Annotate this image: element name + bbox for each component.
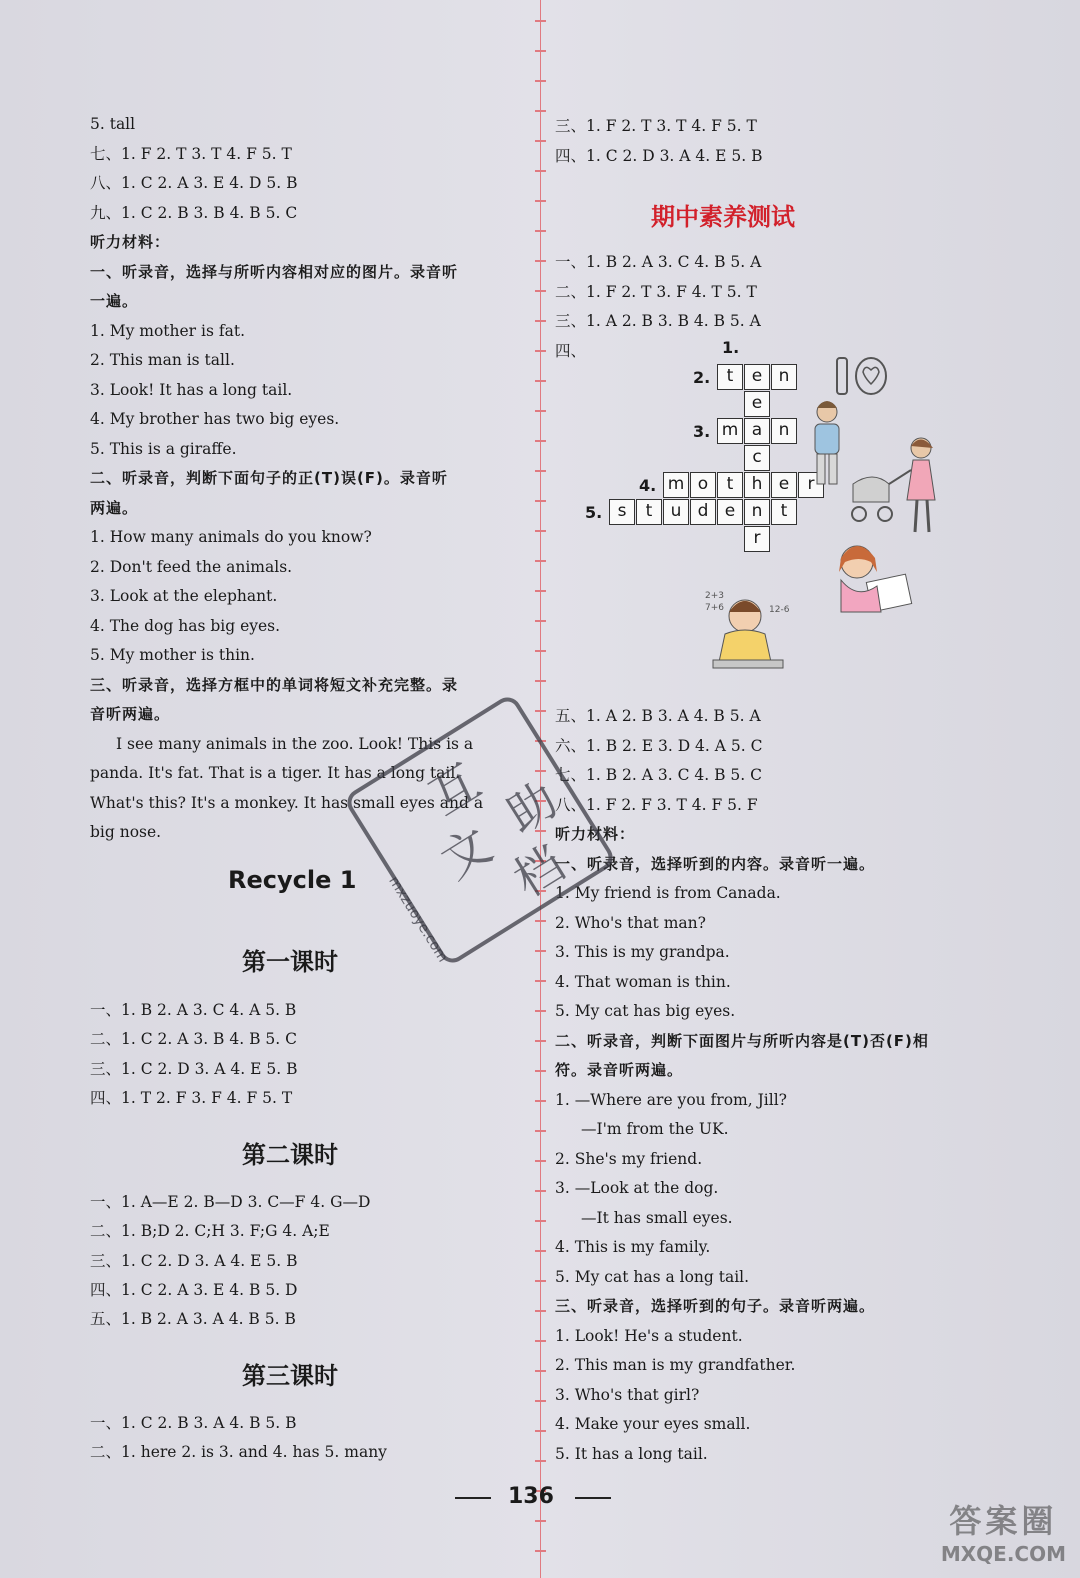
divider-tick xyxy=(535,1460,546,1462)
mid_b-line: 1. Look! He's a student. xyxy=(555,1326,743,1345)
divider-tick xyxy=(535,1220,546,1222)
left-line: 两遍。 xyxy=(90,498,139,517)
left-line: 2. This man is tall. xyxy=(90,351,235,369)
divider-tick xyxy=(535,1010,546,1012)
mid_b-line: 1. —Where are you from, Jill? xyxy=(555,1090,787,1109)
mid_b-line: 三、听录音，选择听到的句子。录音听两遍。 xyxy=(555,1297,876,1315)
crossword-cell: t xyxy=(717,364,743,390)
left-line: 一、听录音，选择与所听内容相对应的图片。录音听 xyxy=(90,262,459,281)
divider-tick xyxy=(535,650,546,652)
crossword-cell: o xyxy=(690,472,716,498)
divider-tick xyxy=(535,110,546,112)
divider-tick xyxy=(535,140,546,142)
crossword-cell: n xyxy=(771,364,797,390)
left-line: 七、1. F 2. T 3. T 4. F 5. T xyxy=(90,144,292,163)
watermark-logo-text: 答案圈 xyxy=(949,1502,1058,1540)
divider-tick xyxy=(535,1100,546,1102)
lesson2-line: 五、1. B 2. A 3. A 4. B 5. B xyxy=(90,1310,296,1329)
lesson2-line: 三、1. C 2. D 3. A 4. E 5. B xyxy=(90,1251,298,1270)
page-number-dash-right xyxy=(575,1497,611,1499)
stamp-url: mxzuoye.com xyxy=(385,873,451,966)
crossword-cell: e xyxy=(744,364,770,390)
lesson3-title: 第三课时 xyxy=(242,1361,338,1390)
mid_b-line: 六、1. B 2. E 3. D 4. A 5. C xyxy=(555,736,763,755)
divider-tick xyxy=(535,440,546,442)
mid_b-line: 五、1. A 2. B 3. A 4. B 5. A xyxy=(555,707,761,725)
left-line: 二、听录音，判断下面句子的正(T)误(F)。录音听 xyxy=(90,469,448,487)
mid_a-line: 三、1. A 2. B 3. B 4. B 5. A xyxy=(555,312,761,331)
left-line: 5. This is a giraffe. xyxy=(90,439,237,458)
crossword-cell: t xyxy=(636,499,662,525)
crossword-clue-number: 3. xyxy=(693,422,711,441)
divider-tick xyxy=(535,1430,546,1432)
divider-tick xyxy=(535,1310,546,1312)
mid_b-line: 3. Who's that girl? xyxy=(555,1385,700,1404)
divider-tick xyxy=(535,560,546,562)
crossword-cell: e xyxy=(717,499,743,525)
left-line: What's this? It's a monkey. It has small eyes and a xyxy=(90,793,484,812)
mid_b-line: 二、听录音，判断下面图片与所听内容是(T)否(F)相 xyxy=(555,1031,929,1050)
divider-tick xyxy=(535,710,546,712)
mid_b-line: 3. —Look at the dog. xyxy=(555,1179,719,1197)
girl-writing-picture xyxy=(827,540,917,620)
left-line: 2. Don't feed the animals. xyxy=(90,557,293,576)
left-line: 5. My mother is thin. xyxy=(90,646,255,664)
mid_b-line: 2. Who's that man? xyxy=(555,913,706,932)
left-line: 4. The dog has big eyes. xyxy=(90,616,281,635)
mid_b-line: —It has small eyes. xyxy=(581,1208,733,1227)
mid_b-line: 2. She's my friend. xyxy=(555,1149,703,1168)
divider-tick xyxy=(535,290,546,292)
divider-tick xyxy=(535,410,546,412)
divider-tick xyxy=(535,1040,546,1042)
mid_b-line: 3. This is my grandpa. xyxy=(555,943,730,961)
left-line: 一遍。 xyxy=(90,292,139,310)
mid_b-line: 七、1. B 2. A 3. C 4. B 5. C xyxy=(555,766,762,784)
right_top-line: 四、1. C 2. D 3. A 4. E 5. B xyxy=(555,147,763,165)
crossword-cell: r xyxy=(744,526,770,552)
page-number: 136 xyxy=(508,1484,554,1509)
crossword-cell: e xyxy=(771,472,797,498)
lesson1-line: 三、1. C 2. D 3. A 4. E 5. B xyxy=(90,1059,298,1078)
divider-tick xyxy=(535,950,546,952)
crossword-cell: n xyxy=(771,418,797,444)
divider-tick xyxy=(535,470,546,472)
lesson3-line: 一、1. C 2. B 3. A 4. B 5. B xyxy=(90,1414,297,1432)
left-line: 3. Look at the elephant. xyxy=(90,587,278,605)
crossword-cell: u xyxy=(663,499,689,525)
divider-tick xyxy=(535,1400,546,1402)
svg-text:7+6: 7+6 xyxy=(705,603,724,613)
crossword-cell: c xyxy=(744,445,770,471)
left-line: 5. tall xyxy=(90,115,136,133)
divider-tick xyxy=(535,920,546,922)
crossword-clue-number: 2. xyxy=(693,368,711,387)
divider-tick xyxy=(535,1190,546,1192)
stamp-char: 互 xyxy=(419,753,491,827)
divider-tick xyxy=(535,170,546,172)
lesson1-line: 一、1. B 2. A 3. C 4. A 5. B xyxy=(90,1001,297,1019)
left-line: 3. Look! It has a long tail. xyxy=(90,380,293,399)
crossword-cell: h xyxy=(744,472,770,498)
crossword-cell: m xyxy=(663,472,689,498)
mother-with-stroller-picture xyxy=(843,436,953,546)
corner-watermark xyxy=(941,1496,1066,1566)
divider-tick xyxy=(535,80,546,82)
mid_b-line: 4. This is my family. xyxy=(555,1238,711,1256)
mid_a-line: 四、 xyxy=(555,342,587,361)
divider-tick xyxy=(535,1520,546,1522)
divider-tick xyxy=(535,1070,546,1072)
divider-tick xyxy=(535,350,546,352)
divider-tick xyxy=(535,20,546,22)
stamp-char: 档 xyxy=(504,835,575,909)
left-line: 九、1. C 2. B 3. B 4. B 5. C xyxy=(90,203,298,222)
left-line: 听力材料： xyxy=(90,233,171,251)
divider-tick xyxy=(535,980,546,982)
right_top-line: 三、1. F 2. T 3. T 4. F 5. T xyxy=(555,117,757,135)
watermark-url: MXQE.COM xyxy=(940,1542,1066,1566)
mid_a-line: 二、1. F 2. T 3. F 4. T 5. T xyxy=(555,282,757,301)
mid_b-line: —I'm from the UK. xyxy=(581,1120,729,1138)
lesson1-line: 二、1. C 2. A 3. B 4. B 5. C xyxy=(90,1030,297,1049)
divider-tick xyxy=(535,1550,546,1552)
divider-tick xyxy=(535,230,546,232)
divider-tick xyxy=(535,1160,546,1162)
mid_b-line: 符。录音听两遍。 xyxy=(555,1061,684,1079)
lesson2-title: 第二课时 xyxy=(242,1140,338,1169)
divider-tick xyxy=(535,1280,546,1282)
left-line: 八、1. C 2. A 3. E 4. D 5. B xyxy=(90,174,298,192)
crossword-clue-number: 4. xyxy=(639,476,657,495)
lesson2-line: 一、1. A—E 2. B—D 3. C—F 4. G—D xyxy=(90,1193,371,1211)
left-line: big nose. xyxy=(90,823,162,841)
divider-tick xyxy=(535,200,546,202)
mid_b-line: 听力材料： xyxy=(555,825,636,843)
crossword-clue-number: 5. xyxy=(585,503,603,522)
left-line: I see many animals in the zoo. Look! This is a xyxy=(116,734,474,753)
left-line: 1. My mother is fat. xyxy=(90,321,245,340)
stamp-char: 文 xyxy=(431,817,502,891)
mid_b-line: 5. My cat has a long tail. xyxy=(555,1267,750,1286)
crossword-cell: m xyxy=(717,418,743,444)
crossword-cell: e xyxy=(744,391,770,417)
svg-text:12-6: 12-6 xyxy=(769,605,790,615)
crossword-cell: a xyxy=(744,418,770,444)
svg-text:2+3: 2+3 xyxy=(705,591,724,601)
divider-tick xyxy=(535,380,546,382)
divider-tick xyxy=(535,260,546,262)
mid_b-line: 八、1. F 2. F 3. T 4. F 5. F xyxy=(555,795,758,814)
divider-tick xyxy=(535,1250,546,1252)
crossword-cell: s xyxy=(609,499,635,525)
divider-tick xyxy=(535,1340,546,1342)
divider-tick xyxy=(535,680,546,682)
mid_b-line: 2. This man is my grandfather. xyxy=(555,1356,796,1374)
recycle-title: Recycle 1 xyxy=(228,866,357,894)
divider-tick xyxy=(535,1130,546,1132)
mid_b-line: 4. That woman is thin. xyxy=(555,972,731,991)
lesson1-title: 第一课时 xyxy=(242,947,338,976)
mid_b-line: 5. My cat has big eyes. xyxy=(555,1002,736,1020)
mid_b-line: 4. Make your eyes small. xyxy=(555,1415,751,1433)
crossword-clue-number: 1. xyxy=(722,338,740,357)
mid_b-line: 5. It has a long tail. xyxy=(555,1444,708,1463)
mid_b-line: 1. My friend is from Canada. xyxy=(555,884,781,902)
divider-tick xyxy=(535,500,546,502)
left-line: 三、听录音，选择方框中的单词将短文补充完整。录 xyxy=(90,675,459,694)
divider-tick xyxy=(535,1370,546,1372)
crossword-cell: t xyxy=(717,472,743,498)
left-line: 音听两遍。 xyxy=(90,705,171,723)
mid_a-line: 一、1. B 2. A 3. C 4. B 5. A xyxy=(555,253,762,271)
lesson2-line: 四、1. C 2. A 3. E 4. B 5. D xyxy=(90,1280,298,1299)
number-ten-picture xyxy=(833,350,893,398)
page-number-dash-left xyxy=(455,1497,491,1499)
lesson2-line: 二、1. B;D 2. C;H 3. F;G 4. A;E xyxy=(90,1222,330,1241)
left-line: 1. How many animals do you know? xyxy=(90,528,372,546)
mid_b-line: 一、听录音，选择听到的内容。录音听一遍。 xyxy=(555,854,876,873)
crossword-cell: d xyxy=(690,499,716,525)
left-line: 4. My brother has two big eyes. xyxy=(90,410,340,428)
crossword-cell: r xyxy=(798,472,824,498)
crossword-cell: n xyxy=(744,499,770,525)
lesson1-line: 四、1. T 2. F 3. F 4. F 5. T xyxy=(90,1088,293,1107)
midterm-title: 期中素养测试 xyxy=(651,203,795,231)
student-boy-picture xyxy=(703,582,803,672)
stamp-char: 助 xyxy=(497,771,568,845)
divider-tick xyxy=(535,320,546,322)
lesson3-line: 二、1. here 2. is 3. and 4. has 5. many xyxy=(90,1443,387,1462)
left-line: panda. It's fat. That is a tiger. It has a long tail. xyxy=(90,764,461,782)
divider-tick xyxy=(535,50,546,52)
divider-tick xyxy=(535,530,546,532)
divider-tick xyxy=(535,590,546,592)
divider-tick xyxy=(535,620,546,622)
crossword-cell: t xyxy=(771,499,797,525)
